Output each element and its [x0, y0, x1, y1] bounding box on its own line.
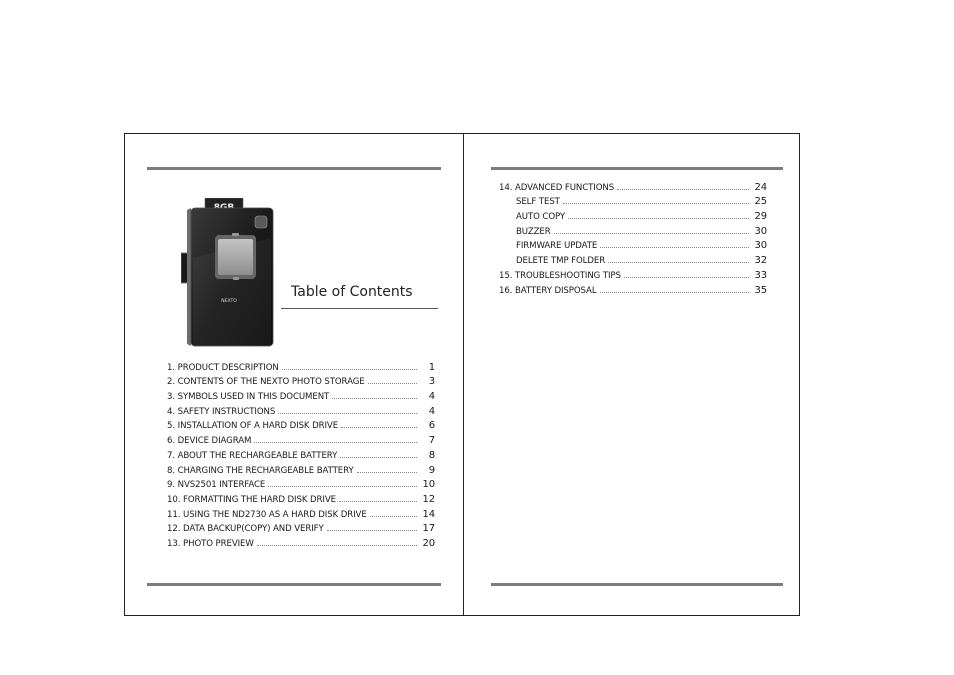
toc-entry[interactable]	[499, 193, 767, 208]
toc-leader-dots	[278, 413, 417, 414]
toc-entry-label: FIRMWARE UPDATE	[516, 241, 598, 252]
toc-entry-page: 17	[422, 523, 435, 535]
toc-entry-label: 2. CONTENTS OF THE NEXTO PHOTO STORAGE	[167, 377, 365, 388]
toc-entry-page: 14	[422, 508, 435, 520]
toc-entry[interactable]	[167, 476, 435, 491]
toc-entry-page: 7	[428, 435, 435, 447]
toc-entry-page: 29	[754, 211, 767, 223]
toc-entry-label: 15. TROUBLESHOOTING TIPS	[499, 270, 621, 281]
toc-entry[interactable]	[167, 358, 435, 373]
toc-leader-dots	[600, 292, 749, 293]
toc-entry[interactable]	[499, 266, 767, 281]
page-title: Table of Contents	[291, 284, 413, 300]
toc-leader-dots	[254, 442, 417, 443]
toc-entry[interactable]	[167, 490, 435, 505]
toc-entry[interactable]	[167, 373, 435, 388]
toc-entry-label: DELETE TMP FOLDER	[516, 256, 606, 267]
toc-leader-dots	[370, 516, 417, 517]
toc-entry-page: 20	[422, 537, 435, 549]
toc-entry-label: 12. DATA BACKUP(COPY) AND VERIFY	[167, 524, 324, 535]
toc-entry-page: 33	[754, 269, 767, 281]
toc-entry-page: 30	[754, 240, 767, 252]
toc-entry-label: 7. ABOUT THE RECHARGEABLE BATTERY	[167, 450, 338, 461]
toc-entry-page: 12	[422, 493, 435, 505]
toc-entry-label: 10. FORMATTING THE HARD DISK DRIVE	[167, 494, 336, 505]
toc-entry-label: 13. PHOTO PREVIEW	[167, 538, 254, 549]
toc-leader-dots	[282, 369, 417, 370]
device-image	[181, 198, 277, 348]
toc-leader-dots	[339, 501, 417, 502]
toc-entry[interactable]	[167, 402, 435, 417]
toc-entry-label: 6. DEVICE DIAGRAM	[167, 436, 252, 447]
toc-leader-dots	[563, 203, 749, 204]
toc-entry-page: 8	[428, 449, 435, 461]
toc-entry-label: 1. PRODUCT DESCRIPTION	[167, 362, 279, 373]
toc-entry[interactable]	[167, 446, 435, 461]
page-divider	[463, 134, 464, 615]
toc-leader-dots	[554, 233, 749, 234]
toc-entry-label: 11. USING THE ND2730 AS A HARD DISK DRIVE	[167, 509, 367, 520]
toc-leader-dots	[257, 545, 417, 546]
toc-leader-dots	[332, 398, 417, 399]
toc-entry[interactable]	[167, 431, 435, 446]
toc-entry[interactable]	[167, 505, 435, 520]
toc-list-left	[167, 358, 435, 549]
toc-leader-dots	[357, 472, 417, 473]
toc-entry-label: 9. NVS2501 INTERFACE	[167, 480, 266, 491]
toc-list-right	[499, 178, 767, 296]
manual-spread	[124, 133, 800, 616]
toc-entry-page: 4	[428, 391, 435, 403]
bottom-rule-left	[147, 583, 441, 586]
toc-entry-label: 8. CHARGING THE RECHARGEABLE BATTERY	[167, 465, 354, 476]
toc-entry-page: 10	[422, 479, 435, 491]
device-brand: NEXTO	[221, 299, 237, 304]
title-underline	[281, 308, 438, 309]
toc-entry-label: BUZZER	[516, 226, 551, 237]
toc-entry-label: 3. SYMBOLS USED IN THIS DOCUMENT	[167, 392, 330, 403]
toc-entry[interactable]	[167, 534, 435, 549]
toc-entry-label: 16. BATTERY DISPOSAL	[499, 285, 597, 296]
toc-entry-page: 1	[428, 361, 435, 373]
toc-entry-page: 4	[428, 405, 435, 417]
toc-entry-page: 30	[754, 225, 767, 237]
toc-entry[interactable]	[499, 207, 767, 222]
toc-leader-dots	[340, 457, 417, 458]
toc-leader-dots	[600, 247, 749, 248]
toc-entry-page: 35	[754, 284, 767, 296]
toc-entry[interactable]	[499, 281, 767, 296]
toc-entry-label: 5. INSTALLATION OF A HARD DISK DRIVE	[167, 421, 339, 432]
toc-entry[interactable]	[167, 461, 435, 476]
toc-leader-dots	[608, 262, 749, 263]
toc-leader-dots	[368, 383, 417, 384]
toc-entry[interactable]	[499, 237, 767, 252]
toc-entry-label: 4. SAFETY INSTRUCTIONS	[167, 406, 276, 417]
toc-leader-dots	[268, 486, 417, 487]
toc-leader-dots	[341, 427, 417, 428]
toc-entry[interactable]	[167, 387, 435, 402]
toc-entry[interactable]	[499, 222, 767, 237]
toc-leader-dots	[568, 218, 749, 219]
toc-entry-label: AUTO COPY	[516, 212, 566, 223]
toc-entry-page: 24	[754, 181, 767, 193]
toc-entry-page: 6	[428, 420, 435, 432]
toc-entry[interactable]	[167, 520, 435, 535]
toc-entry-page: 32	[754, 255, 767, 267]
toc-entry[interactable]	[499, 251, 767, 266]
toc-entry-page: 9	[428, 464, 435, 476]
toc-entry-page: 25	[754, 196, 767, 208]
toc-leader-dots	[327, 530, 417, 531]
toc-entry[interactable]	[499, 178, 767, 193]
toc-leader-dots	[624, 277, 749, 278]
top-rule-right	[491, 167, 783, 170]
toc-entry[interactable]	[167, 417, 435, 432]
toc-entry-page: 3	[428, 376, 435, 388]
toc-entry-label: 14. ADVANCED FUNCTIONS	[499, 182, 615, 193]
toc-leader-dots	[617, 189, 749, 190]
bottom-rule-right	[491, 583, 783, 586]
toc-entry-label: SELF TEST	[516, 197, 560, 208]
top-rule-left	[147, 167, 441, 170]
